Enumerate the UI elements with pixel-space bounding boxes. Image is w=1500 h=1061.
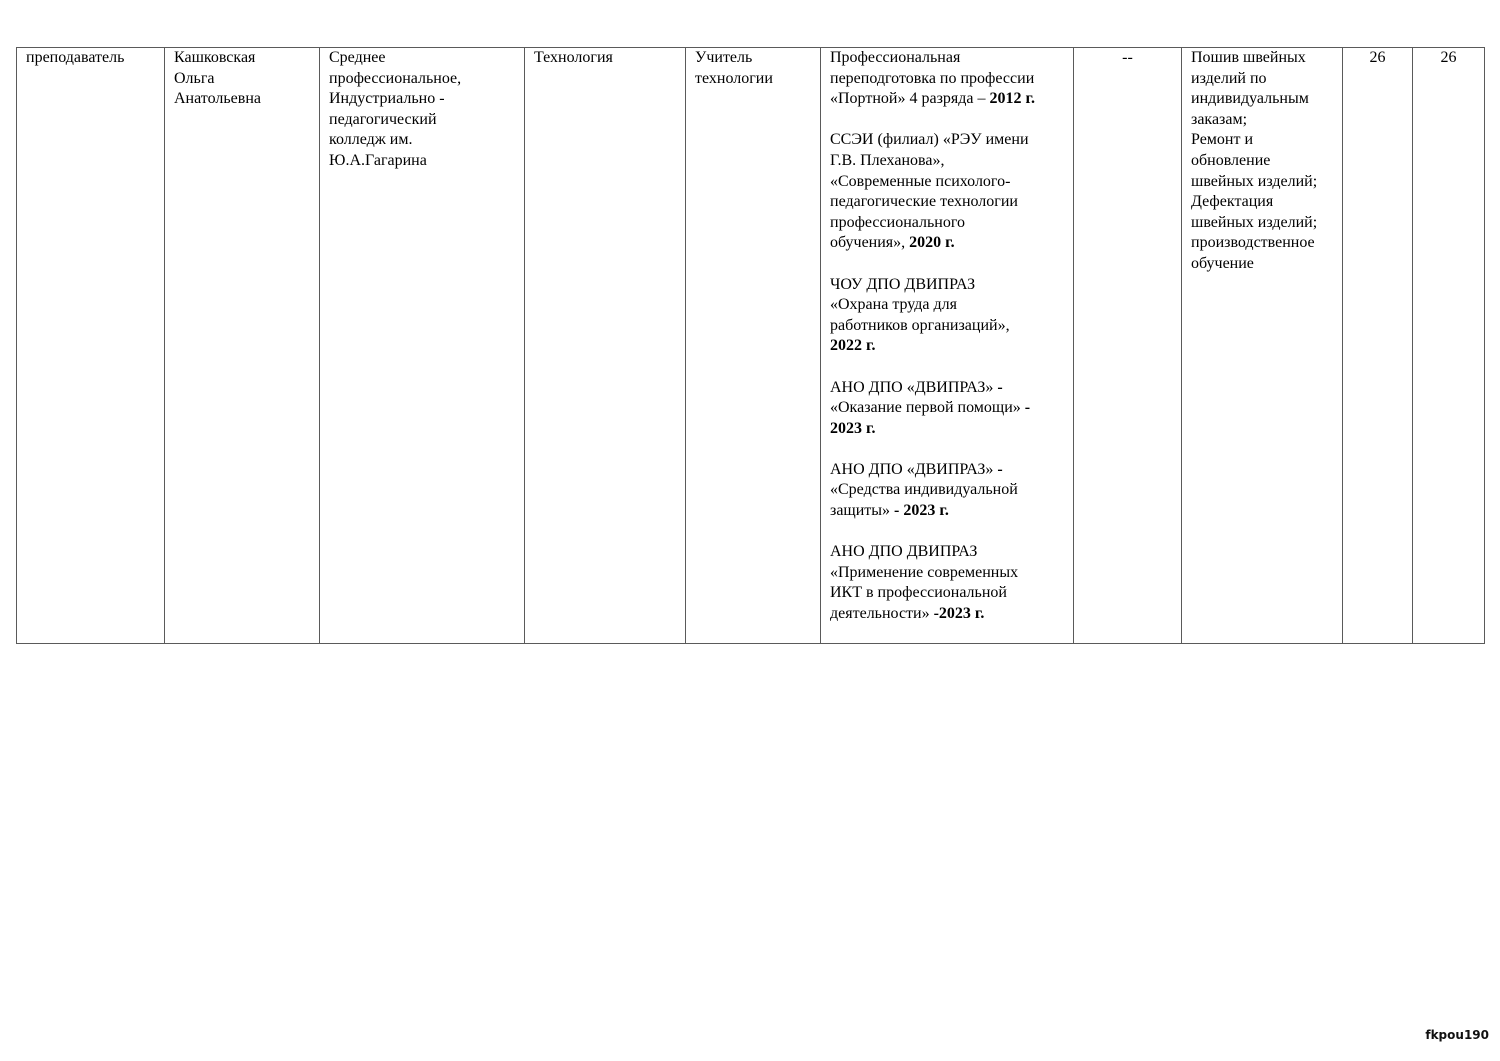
education-cell: Среднее профессиональное, Индустриально - педагогический колледж им. Ю.А.Гагарина — [320, 48, 525, 644]
table-row — [17, 48, 1485, 644]
academic-degree-cell: -- — [1074, 48, 1182, 644]
full-name-cell: Кашковская Ольга Анатольевна — [165, 48, 320, 644]
training-entry: Профессиональная переподготовка по профессии «Портной» 4 разряда – 2012 г. — [830, 49, 1035, 108]
qualification-cell: Учитель технологии — [686, 48, 821, 644]
total-experience-cell: 26 — [1343, 48, 1413, 644]
training-cell — [821, 48, 1074, 644]
training-entry: АНО ДПО «ДВИПРАЗ» - «Средства индивидуальной защиты» - 2023 г. — [830, 460, 1018, 520]
watermark: fkpou190 — [1425, 1028, 1489, 1042]
disciplines-cell: Пошив швейных изделий по индивидуальным заказам; Ремонт и обновление швейных изделий; Дефектация швейных изделий; производственное обучение — [1182, 48, 1343, 644]
specialty-experience-cell: 26 — [1413, 48, 1485, 644]
training-entry: ССЭИ (филиал) «РЭУ имени Г.В. Плеханова», «Современные психолого- педагогические технологии профессионального обучения», 2020 г. — [830, 131, 1029, 252]
training-entry: АНО ДПО ДВИПРАЗ «Применение современных ИКТ в профессиональной деятельности» -2023 г. — [830, 543, 1019, 623]
position-cell: преподаватель — [17, 48, 165, 644]
training-entry: ЧОУ ДПО ДВИПРАЗ «Охрана труда для работников организаций», 2022 г. — [830, 275, 1010, 355]
training-entry: АНО ДПО «ДВИПРАЗ» - «Оказание первой помощи» - 2023 г. — [830, 378, 1031, 437]
specialty-cell: Технология — [525, 48, 686, 644]
staff-table — [16, 47, 1485, 644]
